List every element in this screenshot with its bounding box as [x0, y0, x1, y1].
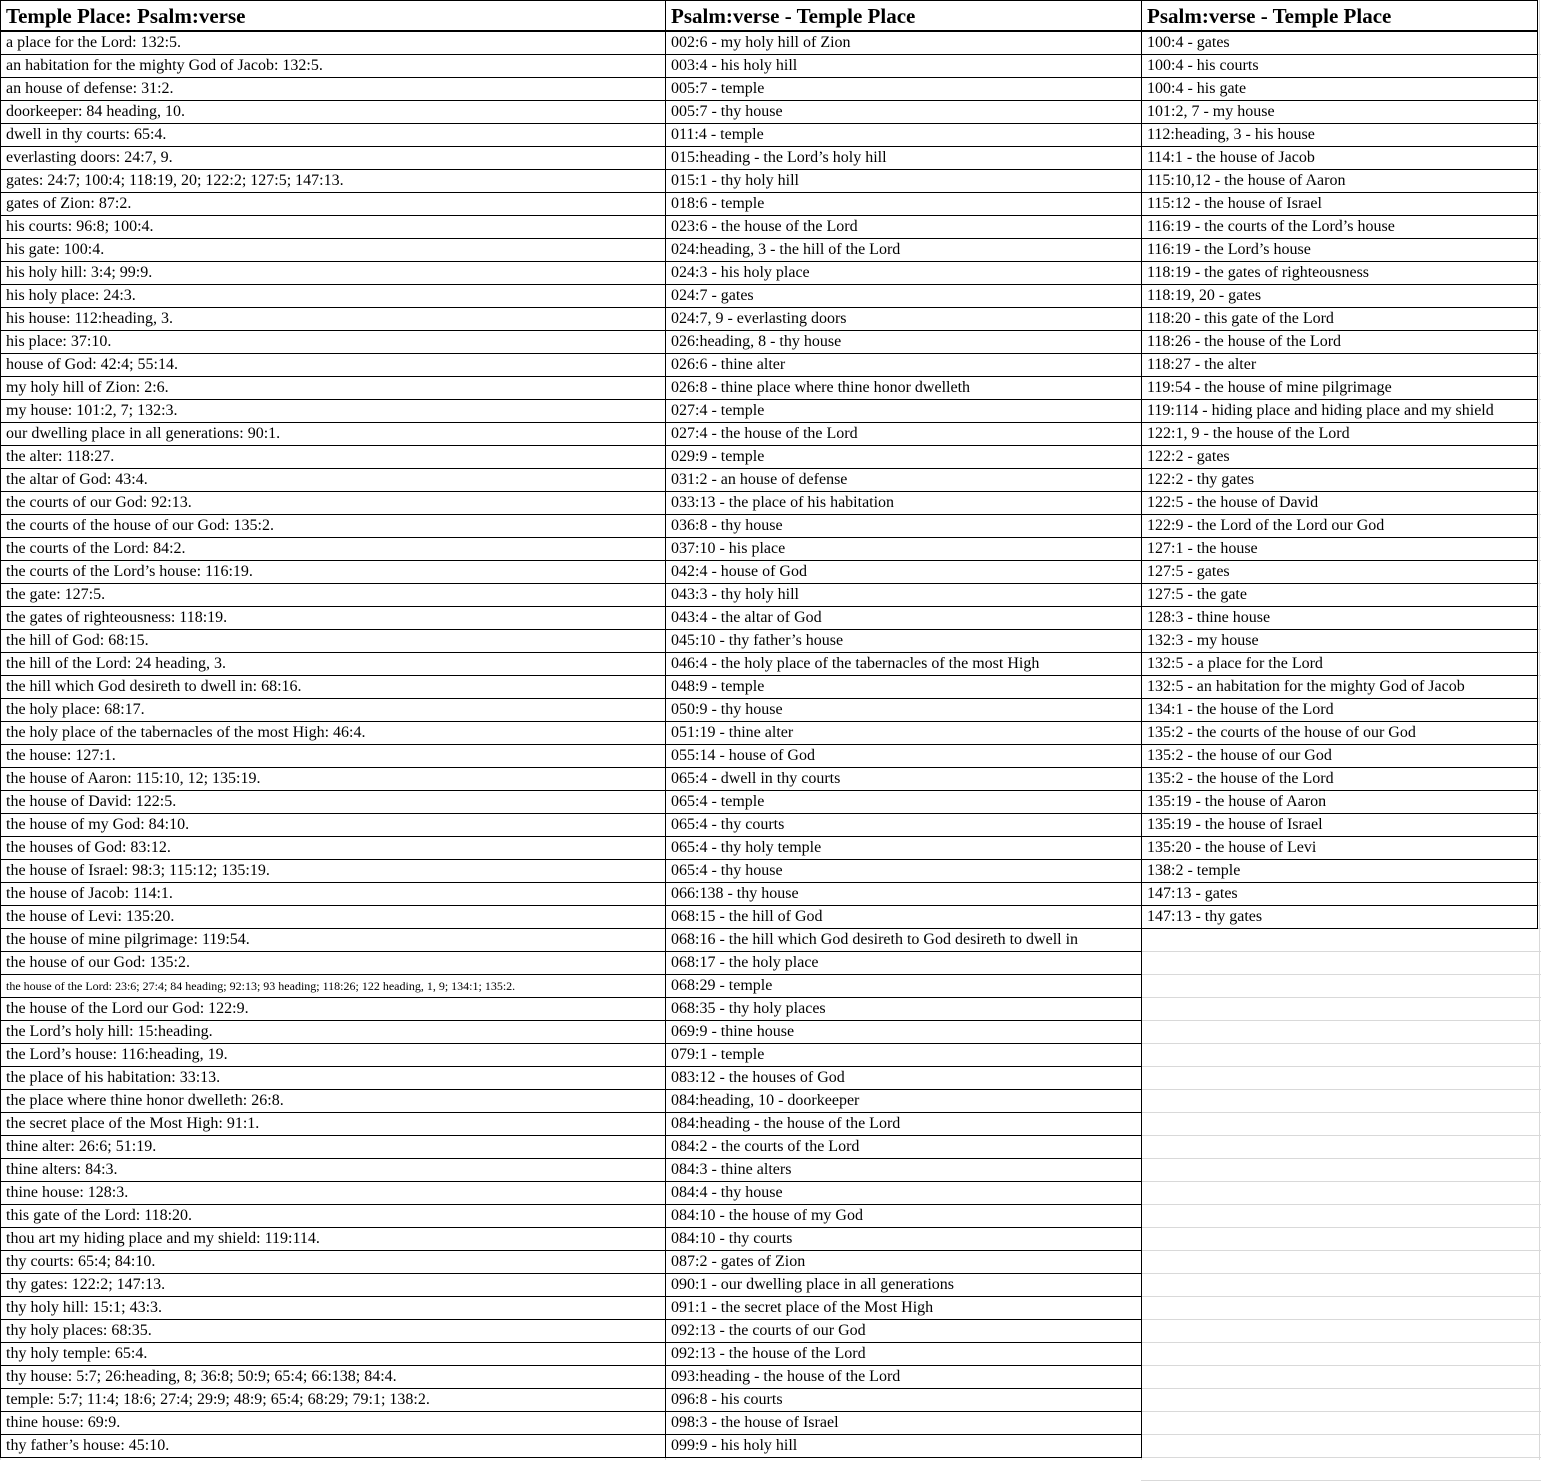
- table-cell[interactable]: thine house: 128:3.: [0, 1182, 666, 1205]
- table-cell[interactable]: 122:2 - thy gates: [1141, 469, 1538, 492]
- table-cell[interactable]: 023:6 - the house of the Lord: [665, 216, 1142, 239]
- table-cell[interactable]: 043:4 - the altar of God: [665, 607, 1142, 630]
- table-cell[interactable]: thy house: 5:7; 26:heading, 8; 36:8; 50:9; 65:4; 66:138; 84:4.: [0, 1366, 666, 1389]
- table-cell[interactable]: 127:5 - gates: [1141, 561, 1538, 584]
- table-cell[interactable]: dwell in thy courts: 65:4.: [0, 124, 666, 147]
- table-cell[interactable]: 084:heading - the house of the Lord: [665, 1113, 1142, 1136]
- table-cell[interactable]: thy holy temple: 65:4.: [0, 1343, 666, 1366]
- table-cell[interactable]: 112:heading, 3 - his house: [1141, 124, 1538, 147]
- table-cell[interactable]: 122:5 - the house of David: [1141, 492, 1538, 515]
- table-cell[interactable]: the holy place: 68:17.: [0, 699, 666, 722]
- table-cell[interactable]: the Lord’s holy hill: 15:heading.: [0, 1021, 666, 1044]
- table-cell[interactable]: 091:1 - the secret place of the Most High: [665, 1297, 1142, 1320]
- table-cell[interactable]: the gates of righteousness: 118:19.: [0, 607, 666, 630]
- table-cell[interactable]: the house of the Lord: 23:6; 27:4; 84 heading; 92:13; 93 heading; 118:26; 122 heading, 1, 9; 134:1; 135:2.: [0, 975, 666, 998]
- table-cell[interactable]: 024:7, 9 - everlasting doors: [665, 308, 1142, 331]
- table-cell[interactable]: 132:3 - my house: [1141, 630, 1538, 653]
- table-cell[interactable]: 093:heading - the house of the Lord: [665, 1366, 1142, 1389]
- table-cell[interactable]: house of God: 42:4; 55:14.: [0, 354, 666, 377]
- table-cell[interactable]: the hill of God: 68:15.: [0, 630, 666, 653]
- table-cell[interactable]: 068:17 - the holy place: [665, 952, 1142, 975]
- table-cell[interactable]: 132:5 - a place for the Lord: [1141, 653, 1538, 676]
- table-cell[interactable]: 084:2 - the courts of the Lord: [665, 1136, 1142, 1159]
- table-cell[interactable]: 083:12 - the houses of God: [665, 1067, 1142, 1090]
- column-temple-place-index: [0, 0, 666, 1460]
- table-cell[interactable]: doorkeeper: 84 heading, 10.: [0, 101, 666, 124]
- table-cell[interactable]: his holy place: 24:3.: [0, 285, 666, 308]
- table-cell[interactable]: 026:heading, 8 - thy house: [665, 331, 1142, 354]
- table-cell[interactable]: 048:9 - temple: [665, 676, 1142, 699]
- table-cell[interactable]: 100:4 - his gate: [1141, 78, 1538, 101]
- table-cell[interactable]: the altar of God: 43:4.: [0, 469, 666, 492]
- column-psalm-verse-second: [1141, 0, 1538, 1460]
- table-cell[interactable]: 065:4 - thy courts: [665, 814, 1142, 837]
- table-cell[interactable]: 079:1 - temple: [665, 1044, 1142, 1067]
- table-cell[interactable]: the courts of our God: 92:13.: [0, 492, 666, 515]
- table-cell[interactable]: 002:6 - my holy hill of Zion: [665, 32, 1142, 55]
- table-cell[interactable]: the Lord’s house: 116:heading, 19.: [0, 1044, 666, 1067]
- table-cell[interactable]: temple: 5:7; 11:4; 18:6; 27:4; 29:9; 48:9; 65:4; 68:29; 79:1; 138:2.: [0, 1389, 666, 1412]
- table-cell[interactable]: 147:13 - thy gates: [1141, 906, 1538, 929]
- table-cell[interactable]: 084:heading, 10 - doorkeeper: [665, 1090, 1142, 1113]
- table-cell[interactable]: the secret place of the Most High: 91:1.: [0, 1113, 666, 1136]
- table-cell[interactable]: 122:9 - the Lord of the Lord our God: [1141, 515, 1538, 538]
- table-cell[interactable]: 065:4 - thy holy temple: [665, 837, 1142, 860]
- table-cell[interactable]: 099:9 - his holy hill: [665, 1435, 1142, 1458]
- table-cell[interactable]: his house: 112:heading, 3.: [0, 308, 666, 331]
- table-cell[interactable]: the house of mine pilgrimage: 119:54.: [0, 929, 666, 952]
- table-cell[interactable]: the house of our God: 135:2.: [0, 952, 666, 975]
- table-cell[interactable]: 068:15 - the hill of God: [665, 906, 1142, 929]
- table-cell[interactable]: 135:2 - the house of the Lord: [1141, 768, 1538, 791]
- table-cell[interactable]: 043:3 - thy holy hill: [665, 584, 1142, 607]
- table-cell[interactable]: 005:7 - thy house: [665, 101, 1142, 124]
- table-cell[interactable]: 118:26 - the house of the Lord: [1141, 331, 1538, 354]
- table-cell[interactable]: everlasting doors: 24:7, 9.: [0, 147, 666, 170]
- table-cell[interactable]: 037:10 - his place: [665, 538, 1142, 561]
- table-cell[interactable]: 118:20 - this gate of the Lord: [1141, 308, 1538, 331]
- table-cell[interactable]: the courts of the house of our God: 135:2.: [0, 515, 666, 538]
- table-cell[interactable]: the courts of the Lord’s house: 116:19.: [0, 561, 666, 584]
- table-cell[interactable]: the place where thine honor dwelleth: 26:8.: [0, 1090, 666, 1113]
- table-cell[interactable]: thy holy hill: 15:1; 43:3.: [0, 1297, 666, 1320]
- table-cell[interactable]: the house of Jacob: 114:1.: [0, 883, 666, 906]
- table-cell[interactable]: 096:8 - his courts: [665, 1389, 1142, 1412]
- table-cell[interactable]: 090:1 - our dwelling place in all generations: [665, 1274, 1142, 1297]
- table-cell[interactable]: 087:2 - gates of Zion: [665, 1251, 1142, 1274]
- table-cell[interactable]: 068:16 - the hill which God desireth to God desireth to dwell in: [665, 929, 1142, 952]
- table-cell[interactable]: 024:3 - his holy place: [665, 262, 1142, 285]
- table-cell[interactable]: 068:35 - thy holy places: [665, 998, 1142, 1021]
- table-cell[interactable]: 051:19 - thine alter: [665, 722, 1142, 745]
- table-cell[interactable]: the houses of God: 83:12.: [0, 837, 666, 860]
- table-cell[interactable]: his place: 37:10.: [0, 331, 666, 354]
- table-cell[interactable]: gates: 24:7; 100:4; 118:19, 20; 122:2; 127:5; 147:13.: [0, 170, 666, 193]
- table-cell[interactable]: 128:3 - thine house: [1141, 607, 1538, 630]
- table-cell[interactable]: a place for the Lord: 132:5.: [0, 32, 666, 55]
- table-cell[interactable]: 119:114 - hiding place and hiding place and my shield: [1141, 400, 1538, 423]
- table-cell[interactable]: 003:4 - his holy hill: [665, 55, 1142, 78]
- table-cell[interactable]: our dwelling place in all generations: 90:1.: [0, 423, 666, 446]
- table-cell[interactable]: 092:13 - the house of the Lord: [665, 1343, 1142, 1366]
- table-cell[interactable]: 042:4 - house of God: [665, 561, 1142, 584]
- table-cell[interactable]: 122:2 - gates: [1141, 446, 1538, 469]
- table-cell[interactable]: 027:4 - temple: [665, 400, 1142, 423]
- table-cell[interactable]: 005:7 - temple: [665, 78, 1142, 101]
- column-header[interactable]: Psalm:verse - Temple Place: [1141, 0, 1538, 32]
- table-cell[interactable]: thy courts: 65:4; 84:10.: [0, 1251, 666, 1274]
- table-cell[interactable]: 132:5 - an habitation for the mighty God of Jacob: [1141, 676, 1538, 699]
- table-cell[interactable]: 015:1 - thy holy hill: [665, 170, 1142, 193]
- table-cell[interactable]: 050:9 - thy house: [665, 699, 1142, 722]
- table-cell[interactable]: 033:13 - the place of his habitation: [665, 492, 1142, 515]
- table-cell[interactable]: gates of Zion: 87:2.: [0, 193, 666, 216]
- table-cell[interactable]: the house of Israel: 98:3; 115:12; 135:19.: [0, 860, 666, 883]
- table-cell[interactable]: the house of my God: 84:10.: [0, 814, 666, 837]
- table-cell[interactable]: the alter: 118:27.: [0, 446, 666, 469]
- table-cell[interactable]: thy gates: 122:2; 147:13.: [0, 1274, 666, 1297]
- table-cell[interactable]: 135:20 - the house of Levi: [1141, 837, 1538, 860]
- table-cell[interactable]: 100:4 - his courts: [1141, 55, 1538, 78]
- table-cell[interactable]: the holy place of the tabernacles of the most High: 46:4.: [0, 722, 666, 745]
- table-cell[interactable]: 116:19 - the courts of the Lord’s house: [1141, 216, 1538, 239]
- column-psalm-verse-first: [665, 0, 1142, 1460]
- table-cell[interactable]: 122:1, 9 - the house of the Lord: [1141, 423, 1538, 446]
- table-cell[interactable]: 036:8 - thy house: [665, 515, 1142, 538]
- table-cell[interactable]: his gate: 100:4.: [0, 239, 666, 262]
- table-cell[interactable]: the house of Levi: 135:20.: [0, 906, 666, 929]
- table-cell[interactable]: 084:4 - thy house: [665, 1182, 1142, 1205]
- table-cell[interactable]: the hill of the Lord: 24 heading, 3.: [0, 653, 666, 676]
- table-cell[interactable]: 115:10,12 - the house of Aaron: [1141, 170, 1538, 193]
- table-cell[interactable]: my house: 101:2, 7; 132:3.: [0, 400, 666, 423]
- table-cell[interactable]: the courts of the Lord: 84:2.: [0, 538, 666, 561]
- table-cell[interactable]: 068:29 - temple: [665, 975, 1142, 998]
- table-cell[interactable]: the house of David: 122:5.: [0, 791, 666, 814]
- table-cell[interactable]: 055:14 - house of God: [665, 745, 1142, 768]
- table-cell[interactable]: his courts: 96:8; 100:4.: [0, 216, 666, 239]
- table-cell[interactable]: 026:8 - thine place where thine honor dwelleth: [665, 377, 1142, 400]
- table-cell[interactable]: 027:4 - the house of the Lord: [665, 423, 1142, 446]
- table-cell[interactable]: 135:19 - the house of Aaron: [1141, 791, 1538, 814]
- table-cell[interactable]: 134:1 - the house of the Lord: [1141, 699, 1538, 722]
- table-cell[interactable]: 065:4 - dwell in thy courts: [665, 768, 1142, 791]
- table-cell[interactable]: his holy hill: 3:4; 99:9.: [0, 262, 666, 285]
- table-cell[interactable]: 116:19 - the Lord’s house: [1141, 239, 1538, 262]
- table-cell[interactable]: 065:4 - thy house: [665, 860, 1142, 883]
- table-cell[interactable]: the house of the Lord our God: 122:9.: [0, 998, 666, 1021]
- table-cell[interactable]: my holy hill of Zion: 2:6.: [0, 377, 666, 400]
- table-cell[interactable]: 118:19 - the gates of righteousness: [1141, 262, 1538, 285]
- table-cell[interactable]: 100:4 - gates: [1141, 32, 1538, 55]
- table-cell[interactable]: 127:5 - the gate: [1141, 584, 1538, 607]
- table-cell[interactable]: 118:19, 20 - gates: [1141, 285, 1538, 308]
- table-cell[interactable]: the house: 127:1.: [0, 745, 666, 768]
- table-cell[interactable]: thine alters: 84:3.: [0, 1159, 666, 1182]
- table-cell[interactable]: the house of Aaron: 115:10, 12; 135:19.: [0, 768, 666, 791]
- table-cell[interactable]: 084:10 - the house of my God: [665, 1205, 1142, 1228]
- table-cell[interactable]: 024:7 - gates: [665, 285, 1142, 308]
- table-cell[interactable]: thou art my hiding place and my shield: 119:114.: [0, 1228, 666, 1251]
- table-cell[interactable]: 119:54 - the house of mine pilgrimage: [1141, 377, 1538, 400]
- table-cell[interactable]: 065:4 - temple: [665, 791, 1142, 814]
- table-cell[interactable]: thine alter: 26:6; 51:19.: [0, 1136, 666, 1159]
- table-cell[interactable]: 135:2 - the house of our God: [1141, 745, 1538, 768]
- table-cell[interactable]: the hill which God desireth to dwell in: 68:16.: [0, 676, 666, 699]
- table-cell[interactable]: 018:6 - temple: [665, 193, 1142, 216]
- table-cell[interactable]: 147:13 - gates: [1141, 883, 1538, 906]
- table-cell[interactable]: 127:1 - the house: [1141, 538, 1538, 561]
- table-cell[interactable]: thy holy places: 68:35.: [0, 1320, 666, 1343]
- table-cell[interactable]: an habitation for the mighty God of Jacob: 132:5.: [0, 55, 666, 78]
- table-cell[interactable]: thine house: 69:9.: [0, 1412, 666, 1435]
- table-cell[interactable]: 138:2 - temple: [1141, 860, 1538, 883]
- table-cell[interactable]: an house of defense: 31:2.: [0, 78, 666, 101]
- table-cell[interactable]: 046:4 - the holy place of the tabernacles of the most High: [665, 653, 1142, 676]
- table-cell[interactable]: 015:heading - the Lord’s holy hill: [665, 147, 1142, 170]
- table-cell[interactable]: 024:heading, 3 - the hill of the Lord: [665, 239, 1142, 262]
- table-cell[interactable]: thy father’s house: 45:10.: [0, 1435, 666, 1458]
- table-cell[interactable]: 092:13 - the courts of our God: [665, 1320, 1142, 1343]
- column-header[interactable]: Temple Place: Psalm:verse: [0, 0, 666, 32]
- table-cell[interactable]: 066:138 - thy house: [665, 883, 1142, 906]
- table-cell[interactable]: 118:27 - the alter: [1141, 354, 1538, 377]
- table-cell[interactable]: the gate: 127:5.: [0, 584, 666, 607]
- table-cell[interactable]: 031:2 - an house of defense: [665, 469, 1142, 492]
- table-cell[interactable]: 026:6 - thine alter: [665, 354, 1142, 377]
- table-cell[interactable]: 045:10 - thy father’s house: [665, 630, 1142, 653]
- table-cell[interactable]: 084:10 - thy courts: [665, 1228, 1142, 1251]
- column-header[interactable]: Psalm:verse - Temple Place: [665, 0, 1142, 32]
- table-cell[interactable]: 114:1 - the house of Jacob: [1141, 147, 1538, 170]
- table-cell[interactable]: 029:9 - temple: [665, 446, 1142, 469]
- table-cell[interactable]: 069:9 - thine house: [665, 1021, 1142, 1044]
- table-cell[interactable]: 135:2 - the courts of the house of our God: [1141, 722, 1538, 745]
- table-cell[interactable]: 011:4 - temple: [665, 124, 1142, 147]
- table-cell[interactable]: 135:19 - the house of Israel: [1141, 814, 1538, 837]
- table-cell[interactable]: the place of his habitation: 33:13.: [0, 1067, 666, 1090]
- table-cell[interactable]: 115:12 - the house of Israel: [1141, 193, 1538, 216]
- table-cell[interactable]: 084:3 - thine alters: [665, 1159, 1142, 1182]
- table-cell[interactable]: 098:3 - the house of Israel: [665, 1412, 1142, 1435]
- table-cell[interactable]: 101:2, 7 - my house: [1141, 101, 1538, 124]
- table-cell[interactable]: this gate of the Lord: 118:20.: [0, 1205, 666, 1228]
